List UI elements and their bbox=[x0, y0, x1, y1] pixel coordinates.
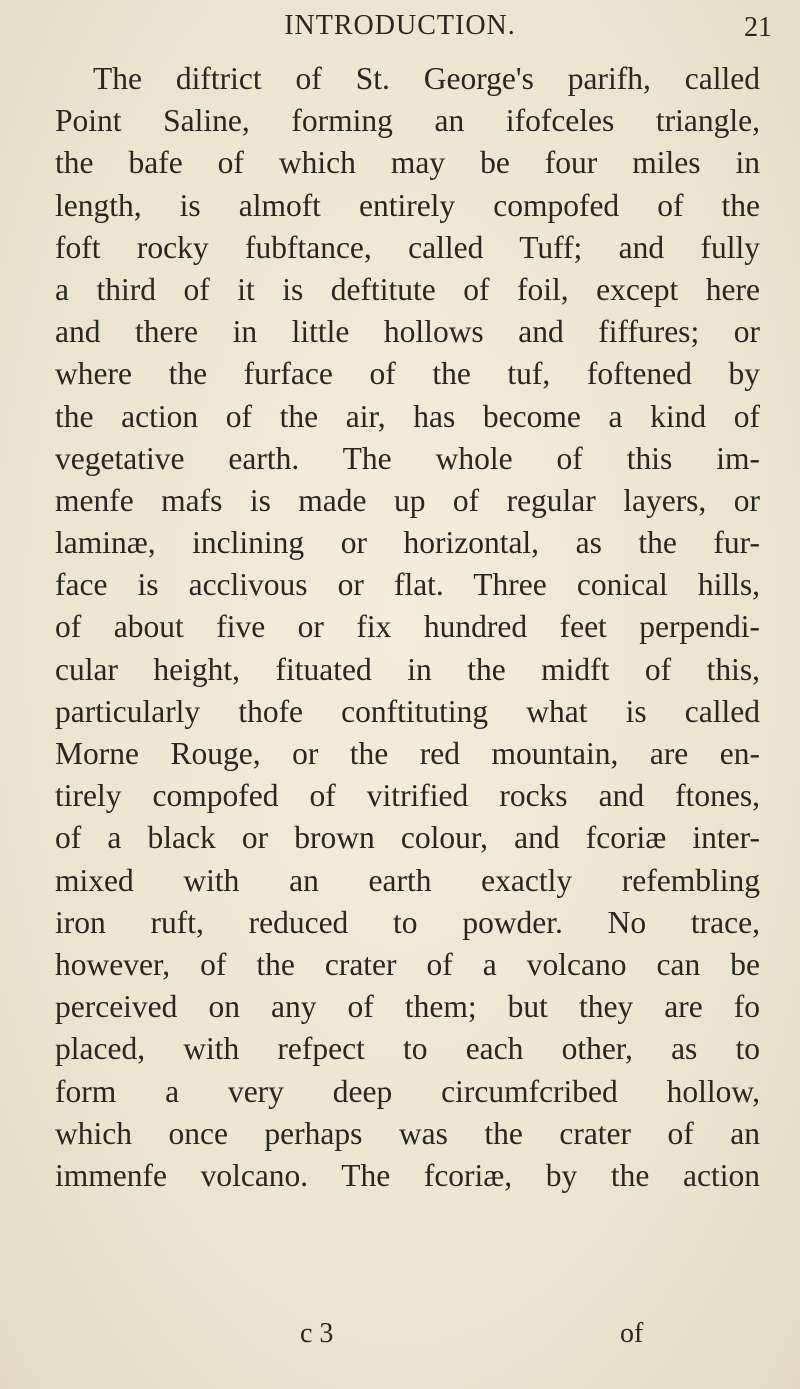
text-line: iron ruft, reduced to powder. No trace, bbox=[55, 904, 760, 940]
page-footer bbox=[0, 1318, 800, 1358]
catchword: of bbox=[620, 1318, 644, 1349]
text-line: placed, with refpect to each other, as to bbox=[55, 1031, 760, 1067]
text-line: however, of the crater of a volcano can be bbox=[55, 946, 760, 982]
text-line: tirely compofed of vitrified rocks and ftones, bbox=[55, 778, 760, 814]
text-line: foft rocky fubftance, called Tuff; and fully bbox=[55, 229, 760, 265]
page-header bbox=[0, 8, 800, 48]
text-line: cular height, fituated in the midft of this, bbox=[55, 651, 760, 687]
text-line: of about five or fix hundred feet perpendi- bbox=[55, 609, 760, 645]
text-line: which once perhaps was the crater of an bbox=[55, 1115, 760, 1151]
text-line: the action of the air, has become a kind of bbox=[55, 398, 760, 434]
text-line: and there in little hollows and fiffures; or bbox=[55, 314, 760, 350]
running-head: INTRODUCTION. bbox=[284, 10, 516, 41]
text-line: where the furface of the tuf, foftened by bbox=[55, 356, 760, 392]
text-line: the bafe of which may be four miles in bbox=[55, 145, 760, 181]
page-number: 21 bbox=[744, 12, 772, 43]
text-line: form a very deep circumfcribed hollow, bbox=[55, 1073, 760, 1109]
text-line: The diftrict of St. George's parifh, called bbox=[93, 61, 760, 96]
text-line: perceived on any of them; but they are fo bbox=[55, 989, 760, 1025]
text-line: immenfe volcano. The fcoriæ, by the action bbox=[55, 1157, 760, 1193]
text-line: menfe mafs is made up of regular layers, or bbox=[55, 482, 760, 518]
text-line: a third of it is deftitute of foil, except here bbox=[55, 271, 760, 307]
text-line: laminæ, inclining or horizontal, as the fur- bbox=[55, 525, 760, 561]
body-paragraph bbox=[55, 58, 760, 1197]
text-line: mixed with an earth exactly refembling bbox=[55, 862, 760, 898]
text-line: Morne Rouge, or the red mountain, are en- bbox=[55, 736, 760, 771]
text-line: vegetative earth. The whole of this im- bbox=[55, 440, 760, 476]
text-line: length, is almoft entirely compofed of the bbox=[55, 187, 760, 223]
text-line: of a black or brown colour, and fcoriæ inter- bbox=[55, 820, 760, 856]
text-line: Point Saline, forming an ifofceles triangle, bbox=[55, 103, 760, 139]
text-line: particularly thofe conftituting what is called bbox=[55, 693, 760, 729]
signature-mark: c 3 bbox=[300, 1318, 334, 1349]
text-line: face is acclivous or flat. Three conical hills, bbox=[55, 567, 760, 603]
